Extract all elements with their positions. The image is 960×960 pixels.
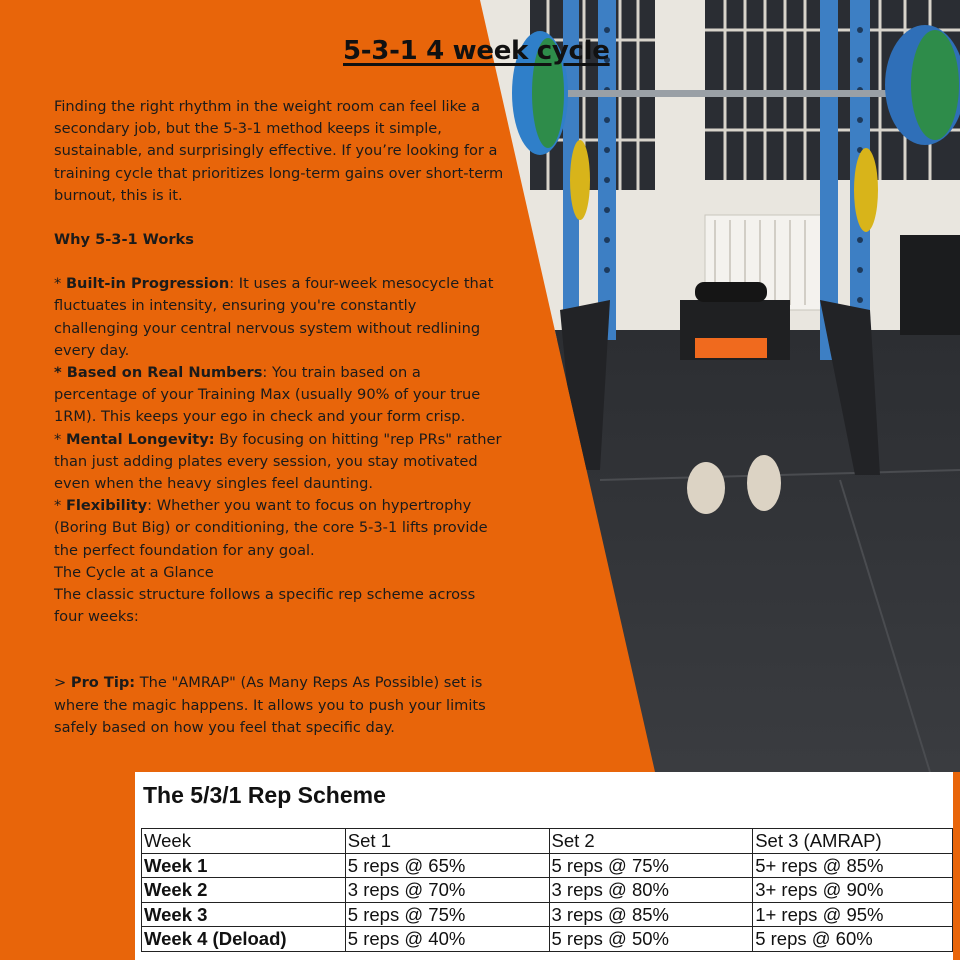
pro-tip: > Pro Tip: The "AMRAP" (As Many Reps As Possible) set is where the magic happens. It allows you to push your limits safely based on how you feel that specific day. [54,674,486,736]
set-cell: 3+ reps @ 90% [753,878,953,903]
page-title: 5-3-1 4 week cycle [343,36,610,66]
set-cell: 5 reps @ 75% [549,853,753,878]
point-real-numbers: * Based on Real Numbers: You train based on a percentage of your Training Max (usually 90% of your true 1RM). This keeps your ego in check and your form crisp. [54,364,481,426]
storage-case [900,235,960,335]
orange-plate [695,338,767,358]
article-body [54,96,504,739]
rep-scheme-card [135,772,953,960]
table-header-row [142,829,953,854]
set-cell: 3 reps @ 80% [549,878,753,903]
set-cell: 3 reps @ 85% [549,902,753,927]
set-cell: 5 reps @ 75% [345,902,549,927]
set-cell: 3 reps @ 70% [345,878,549,903]
intro-paragraph: Finding the right rhythm in the weight room can feel like a secondary job, but the 5-3-1 method keeps it simple, sustainable, and surprisingly effective. If you’re looking for a training cycle that prioritizes long-term gains over short-term burnout, this is it. [54,98,504,204]
point-flexibility: * Flexibility: Whether you want to focus on hypertrophy (Boring But Big) or conditioning, the core 5-3-1 lifts provide the perfect foundation for any goal. [54,497,488,559]
rep-scheme-table [141,828,953,952]
point-progression: * Built-in Progression: It uses a four-week mesocycle that fluctuates in intensity, ensuring you're constantly challenging your central nervous system without redlining every day. [54,275,494,359]
bench-pad [695,282,767,302]
set-cell: 5 reps @ 40% [345,927,549,952]
set-cell: 5 reps @ 50% [549,927,753,952]
set-cell: 1+ reps @ 95% [753,902,953,927]
cycle-text: The classic structure follows a specific rep scheme across four weeks: [54,586,476,626]
week-cell: Week 3 [142,902,346,927]
set-cell: 5 reps @ 60% [753,927,953,952]
header-set2: Set 2 [549,829,753,854]
week-cell: Week 1 [142,853,346,878]
why-heading: Why 5-3-1 Works [54,231,194,249]
header-set3: Set 3 (AMRAP) [753,829,953,854]
header-week: Week [142,829,346,854]
table-row [142,927,953,952]
table-row [142,902,953,927]
point-mental-longevity: * Mental Longevity: By focusing on hitting "rep PRs" rather than just adding plates every session, you stay motivated even when the heavy singles feel daunting. [54,430,502,493]
set-cell: 5+ reps @ 85% [753,853,953,878]
cycle-heading: The Cycle at a Glance [54,563,214,581]
table-title: The 5/3/1 Rep Scheme [143,782,386,808]
table-row [142,878,953,903]
week-cell: Week 2 [142,878,346,903]
header-set1: Set 1 [345,829,549,854]
table-row [142,853,953,878]
set-cell: 5 reps @ 65% [345,853,549,878]
week-cell: Week 4 (Deload) [142,927,346,952]
